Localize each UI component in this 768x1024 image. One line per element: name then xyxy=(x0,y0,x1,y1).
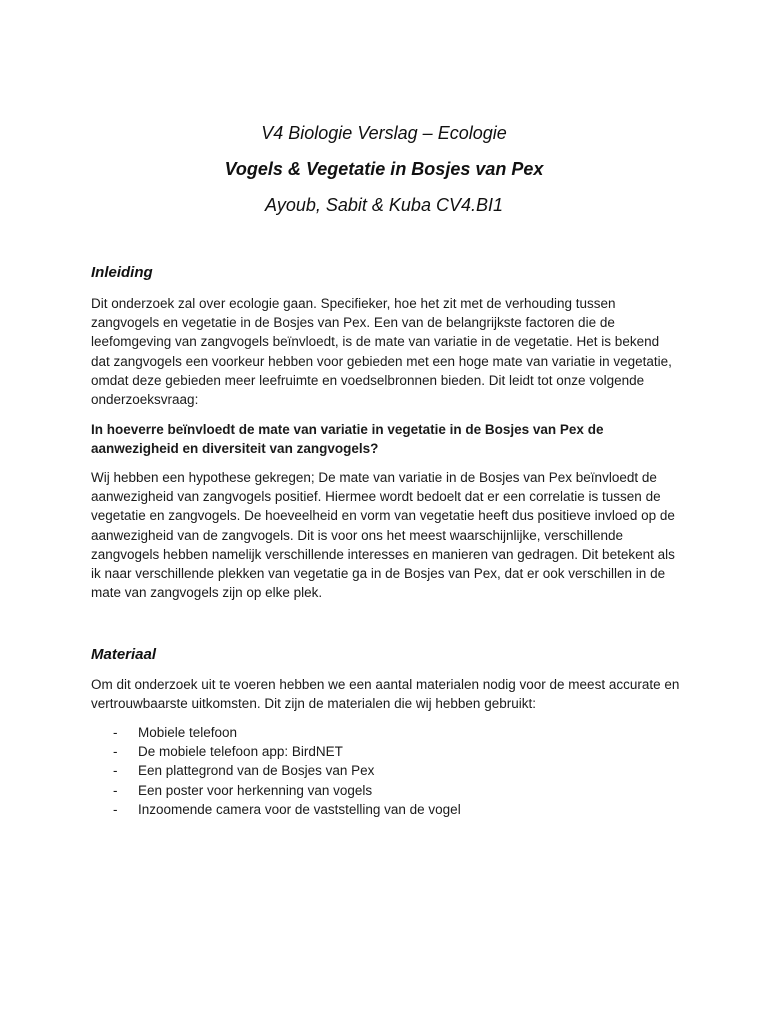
materials-list xyxy=(91,723,461,819)
list-item-text: De mobiele telefoon app: BirdNET xyxy=(138,744,343,760)
section-heading-inleiding: Inleiding xyxy=(91,264,153,281)
materiaal-paragraph: Om dit onderzoek uit te voeren hebben we een aantal materialen nodig voor de meest accurate en vertrouwbaarste uitkomsten. Dit zijn de materialen die wij hebben gebruikt: xyxy=(91,677,680,712)
bullet-dash: - xyxy=(113,782,118,798)
bullet-dash: - xyxy=(113,801,118,817)
list-item xyxy=(91,781,461,800)
section-heading-materiaal: Materiaal xyxy=(91,646,157,663)
list-item xyxy=(91,723,461,742)
list-item-text: Inzoomende camera voor de vaststelling van de vogel xyxy=(138,801,461,817)
list-item-text: Mobiele telefoon xyxy=(138,725,238,740)
bullet-dash: - xyxy=(113,725,118,740)
inleiding-paragraph-2: Wij hebben een hypothese gekregen; De mate van variatie in de Bosjes van Pex beïnvloedt de aanwezigheid van zangvogels positief. Hiermee wordt bedoelt dat er een correlatie is tussen de vegetatie en zangvogels. De hoeveelheid en vorm van vegetatie heeft dus positieve invloed op de aanwezigheid van de zangvogels. Dit is voor ons het meest waarschijnlijke, verschillende zangvogels hebben namelijk verschillende interesses en manieren van gedragen. Dit betekent als ik naar verschillende plekken van vegetatie ga in de Bosjes van Pex, dat er ook verschillen in de mate van zangvogels zijn op elke plek. xyxy=(91,470,675,601)
list-item xyxy=(91,800,461,819)
inleiding-paragraph-1: Dit onderzoek zal over ecologie gaan. Specifieker, hoe het zit met de verhouding tussen zangvogels en vegetatie in de Bosjes van Pex. Een van de belangrijkste factoren die de leefomgeving van zangvogels beïnvloedt, is de mate van variatie in de vegetatie. Het is bekend dat zangvogels een voorkeur hebben voor gebieden met een hoge mate van variatie in vegetatie, omdat deze gebieden meer leefruimte en voedselbronnen bieden. Dit leidt tot onze volgende onderzoeksvraag: xyxy=(91,296,672,408)
bullet-dash: - xyxy=(113,744,118,760)
bullet-dash: - xyxy=(113,763,118,779)
list-item xyxy=(91,742,461,761)
list-item-text: Een plattegrond van de Bosjes van Pex xyxy=(138,763,375,779)
list-item-text: Een poster voor herkenning van vogels xyxy=(138,782,373,798)
research-question: In hoeverre beïnvloedt de mate van variatie in vegetatie in de Bosjes van Pex de aanwezigheid en diversiteit van zangvogels? xyxy=(91,422,604,457)
report-title: V4 Biologie Verslag – Ecologie xyxy=(261,123,507,143)
report-authors: Ayoub, Sabit & Kuba CV4.BI1 xyxy=(265,195,503,215)
list-item xyxy=(91,761,461,780)
report-subtitle: Vogels & Vegetatie in Bosjes van Pex xyxy=(224,159,544,179)
